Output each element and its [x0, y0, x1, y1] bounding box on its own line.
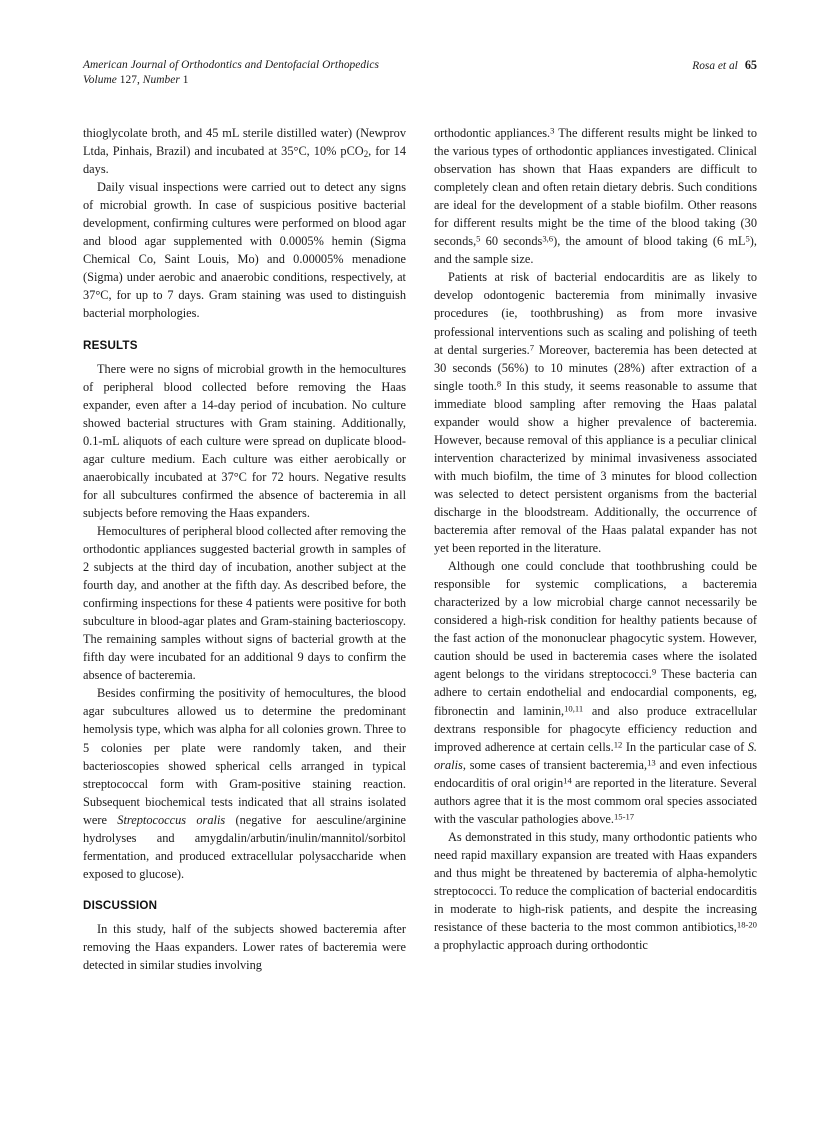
running-head-left	[83, 58, 379, 88]
paragraph-no-growth: There were no signs of microbial growth in the hemocultures of peripheral blood collected before removing the Haas expander, even after a 14-day period of incubation. No culture showed bacterial structures with Gram staining. Additionally, 0.1-mL aliquots of each culture were spread on duplicate blood-agar culture medium. Each culture was either aerobically or anaerobically incubated at 37°C for 72 hours. Negative results for all subcultures confirmed the absence of bacteremia in all subjects before removing the Haas expanders.	[83, 361, 406, 520]
paragraph-orthodontic-appliances-cont: orthodontic appliances.$^3$ The different results might be linked to the various types of orthodontic appliances investigated. Clinical observation has shown that Haas expanders are difficult to completely clean and often retain dietary debris. Such conditions are ideal for the development of a stable biofilm. Other reasons for different results might be the time of the blood taking (30 seconds,$^5$ 60 seconds$^{3,6}$), the amount of blood taking (6 $mL^5$), and the sample size.	[434, 125, 757, 267]
issue-number: 1	[182, 74, 189, 87]
paragraph-hemocultures-after: Hemocultures of peripheral blood collected after removing the orthodontic appliances suggested bacterial growth in samples of 2 subjects at the third day of incubation, another subject at the fourth day, and another at the fifth day. As described before, the confirming inspections for these 4 patients were positive for both subculture in blood-agar plates and Gram-staining bacterioscopy. The remaining samples without signs of bacterial growth at the fifth day were incubated for an additional 9 days to confirm the absence of bacteremia.	[83, 523, 406, 683]
page-number: 65	[744, 58, 757, 72]
heading-results: RESULTS	[83, 338, 138, 352]
paragraph-rapid-maxillary-expansion: As demonstrated in this study, many orthodontic patients who need rapid maxillary expansion are treated with Haas expanders and thus might be threatened by bacteremia of alpha-hemolytic streptococci. To reduce the complication of bacterial endocarditis in moderate to high-risk patients, and despite the increasing resistance of these bacteria to the most common antibiotics,$^{18-20}$ a prophylactic approach during orthodontic	[434, 829, 757, 953]
left-column	[83, 124, 406, 974]
paragraph-hemolysis: Besides confirming the positivity of hemocultures, the blood agar subcultures allowed us to determine the predominant hemolysis type, which was alpha for all colonies grown. Three to 5 colonies per plate were randomly taken, and their bacterioscopies showed spherical cells arranged in typical streptococcal form with Gram-positive staining reaction. Subsequent biochemical tests indicated that all strains isolated were Streptococcus oralis (negative for aesculine/arginine hydrolyses and amygdalin/arbutin/inulin/mannitol/sorbitol fermentation, and produced extracellular polysaccharide when exposed to glucose).	[83, 686, 406, 881]
right-column	[434, 124, 757, 954]
volume-number: 127,	[119, 74, 140, 87]
journal-title: American Journal of Orthodontics and Dentofacial Orthopedics	[83, 59, 379, 71]
paragraph-daily-inspections: Daily visual inspections were carried out to detect any signs of microbial growth. In case of suspicious positive bacterial development, confirming cultures were performed on blood agar and blood agar supplemented with 0.0005% hemin (Sigma Chemical Co, Saint Louis, Mo) and 0.00005% menadione (Sigma) under aerobic and anaerobic conditions, respectively, at 37°C, for up to 7 days. Gram staining was used to distinguish bacterial morphologies.	[83, 180, 406, 321]
paragraph-thioglycolate: thioglycolate broth, and 45 mL sterile distilled water) (Newprov Ltda, Pinhais, Brazil) and incubated at 35°C, 10% pCO$_2$, for 14 days.	[83, 126, 407, 177]
heading-discussion: DISCUSSION	[83, 898, 158, 912]
volume-issue-line	[83, 73, 379, 88]
paragraph-half-subjects: In this study, half of the subjects showed bacteremia after removing the Haas expanders. Lower rates of bacteremia were detected in similar studies involving	[83, 921, 406, 972]
running-head-authors: Rosa et al	[692, 60, 738, 72]
number-label: Number	[142, 74, 180, 87]
paragraph-toothbrushing-conclusion: Although one could conclude that toothbrushing could be responsible for systemic complications, a bacteremia characterized by a low microbial charge cannot necessarily be considered a high-risk condition for healthy patients because of the fast action of the mononuclear phagocytic system. However, caution should be used in bacteremia cases where the isolated agent belongs to the viridans streptococci.$^9$ These bacteria can adhere to certain endothelial and endocardial components, eg, fibronectin and laminin,$^{10,11}$ and also produce extracellular dextrans responsible for phagocyte efficiency reduction and improved adherence at certain cells.$^{12}$ In the particular case of S. oralis, some cases of transient bacteremia,$^{13}$ and even infectious endocarditis of oral origin$^{14}$ are reported in the literature. Several authors agree that it is the most commom oral species associated with the vascular pathologies above.$^{15-17}$	[434, 559, 757, 826]
spacer	[83, 883, 406, 898]
body-columns	[83, 124, 757, 974]
spacer	[83, 323, 406, 338]
volume-label: Volume	[83, 74, 117, 87]
running-head-right	[692, 58, 757, 74]
running-head	[83, 58, 757, 88]
paragraph-endocarditis-risk: Patients at risk of bacterial endocarditis are as likely to develop odontogenic bacteremia from minimally invasive procedures (ie, toothbrushing) as from more invasive professional interventions such as scaling and polishing of teeth at dental surgeries.$^7$ Moreover, bacteremia has been detected at 30 seconds (56%) to 10 minutes (28%) after extraction of a single tooth.$^8$ In this study, it seems reasonable to assume that immediate blood sampling after removing the Haas palatal expander would show a higher prevalence of bacteremia. However, because removal of this appliance is a peculiar clinical intervention characterized by minimal invasiveness associated with much biofilm, the time of 3 minutes for blood collection was selected to detect persistent organisms from the bacterial discharge in the bloodstream. Additionally, the occurrence of bacteremia after removal of the Haas palatal expander has not yet been reported in the literature.	[434, 270, 757, 556]
